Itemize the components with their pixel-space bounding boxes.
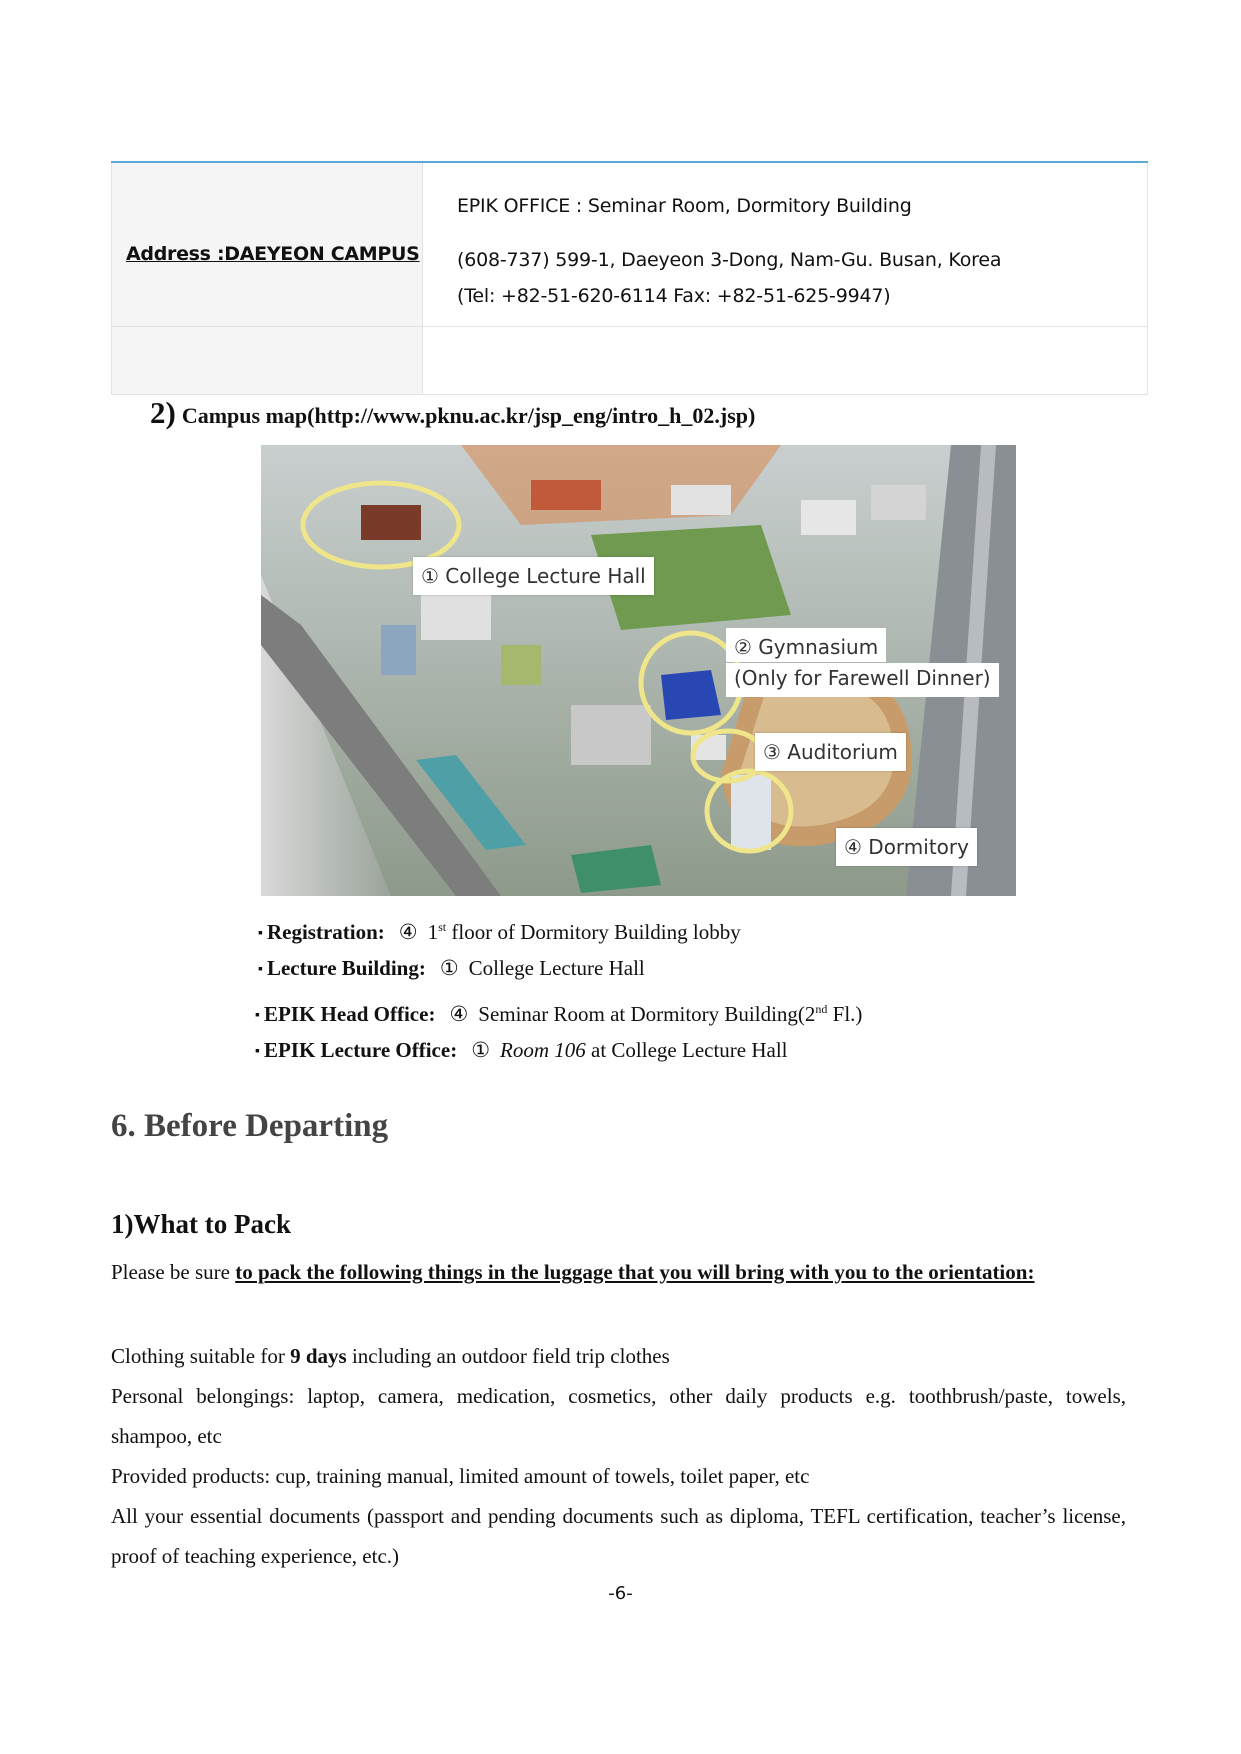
list-item-marker: ①	[471, 1038, 491, 1062]
address-street-line: (608-737) 599-1, Daeyeon 3-Dong, Nam-Gu. Busan, Korea	[457, 249, 1002, 271]
list-item-key: EPIK Head Office:	[263, 1002, 436, 1026]
list-item-head-office	[255, 995, 862, 1036]
empty-cell-left	[111, 327, 423, 395]
bullet-icon: ▪	[258, 926, 263, 941]
list-item-room: Room 106	[500, 1038, 586, 1062]
list-item-marker: ④	[449, 1002, 469, 1026]
section-title: 6. Before Departing	[111, 1108, 389, 1144]
list-item-marker: ①	[439, 956, 459, 980]
map-callout-auditorium: ③ Auditorium	[755, 733, 906, 771]
empty-cell-right	[423, 327, 1148, 395]
address-phone-line: (Tel: +82-51-620-6114 Fax: +82-51-625-9947)	[457, 285, 891, 307]
address-details-cell	[423, 163, 1148, 327]
list-item-registration	[258, 913, 862, 954]
pack-intro-underlined: to pack the following things in the luggage that you will bring with you to the orientation:	[235, 1260, 1035, 1284]
section-subtitle: 1)What to Pack	[111, 1209, 291, 1239]
map-callout-dormitory: ④ Dormitory	[836, 828, 977, 866]
list-item-sup: st	[438, 920, 447, 934]
list-item-text: 1	[427, 920, 439, 944]
campus-map-heading	[150, 395, 755, 431]
pack-intro	[111, 1258, 1126, 1286]
campus-map-heading-text: Campus map(http://www.pknu.ac.kr/jsp_eng/intro_h_02.jsp)	[181, 403, 756, 428]
map-callout-college-lecture-hall: ① College Lecture Hall	[413, 557, 654, 595]
list-item-key: Lecture Building:	[266, 956, 426, 980]
list-item-text-rest: Fl.)	[827, 1002, 863, 1026]
map-callout-gymnasium-note: (Only for Farewell Dinner)	[726, 663, 999, 697]
list-item-marker: ④	[398, 920, 418, 944]
pack-list	[111, 1336, 1126, 1576]
address-label: Address :DAEYEON CAMPUS	[126, 243, 420, 265]
map-callout-gymnasium: ② Gymnasium	[726, 628, 886, 662]
pack-item-clothing	[111, 1336, 1126, 1376]
campus-map-image	[261, 445, 1016, 896]
pack-intro-plain: Please be sure	[111, 1260, 236, 1284]
list-item-lecture-building	[258, 954, 862, 995]
list-item-text: Seminar Room at Dormitory Building(2	[478, 1002, 816, 1026]
list-item-sup: nd	[815, 1002, 828, 1016]
bullet-icon: ▪	[255, 1044, 260, 1059]
list-item-text: College Lecture Hall	[468, 956, 645, 980]
address-label-cell	[111, 163, 423, 327]
address-office-line: EPIK OFFICE : Seminar Room, Dormitory Building	[457, 195, 912, 217]
list-item-text-rest: at College Lecture Hall	[585, 1038, 788, 1062]
address-table	[111, 161, 1148, 395]
pack-item-personal: Personal belongings: laptop, camera, medication, cosmetics, other daily products e.g. toothbrush/paste, towels, shampoo, etc	[111, 1384, 1126, 1448]
pack-item-bold: 9 days	[290, 1344, 347, 1368]
location-list	[255, 913, 863, 1077]
campus-map-heading-number: 2)	[150, 395, 176, 430]
pack-item-text-rest: including an outdoor field trip clothes	[346, 1344, 670, 1368]
pack-item-provided: Provided products: cup, training manual, limited amount of towels, toilet paper, etc	[111, 1464, 810, 1488]
list-item-text-rest: floor of Dormitory Building lobby	[446, 920, 741, 944]
list-item-lecture-office	[255, 1036, 862, 1077]
list-item-key: Registration:	[266, 920, 385, 944]
page-number: -6-	[608, 1583, 633, 1604]
pack-item-text: Clothing suitable for	[111, 1344, 291, 1368]
pack-item-documents: All your essential documents (passport and pending documents such as diploma, TEFL certification, teacher’s license, proof of teaching experience, etc.)	[111, 1504, 1126, 1568]
list-item-key: EPIK Lecture Office:	[263, 1038, 458, 1062]
bullet-icon: ▪	[258, 962, 263, 977]
bullet-icon: ▪	[255, 1008, 260, 1023]
